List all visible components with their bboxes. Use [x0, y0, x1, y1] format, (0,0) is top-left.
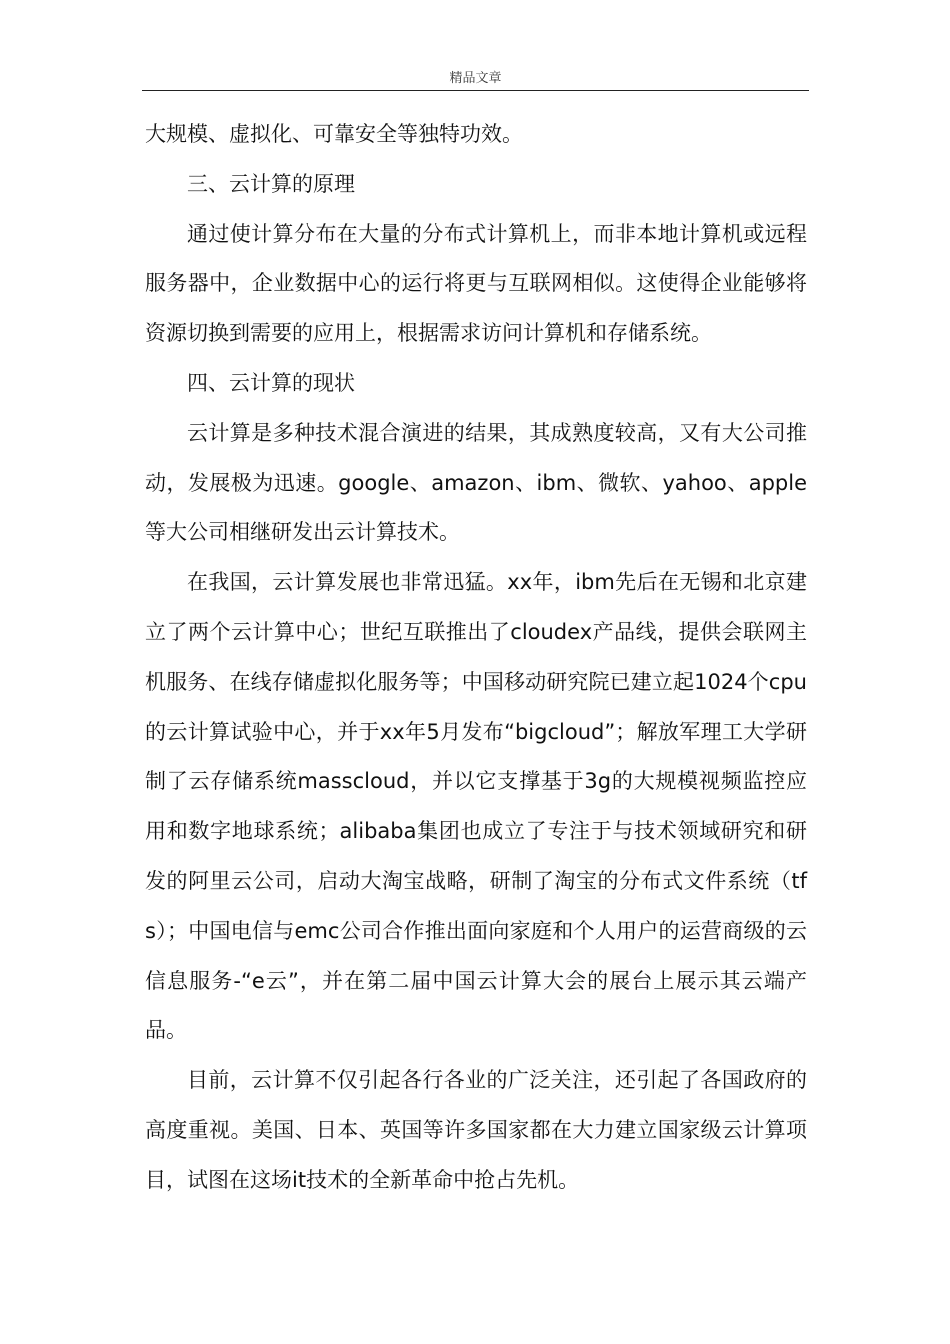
paragraph-status-global: 目前，云计算不仅引起各行各业的广泛关注，还引起了各国政府的高度重视。美国、日本、英国等许多国家都在大力建立国家级云计算项目，试图在这场it技术的全新革命中抢占先机。: [145, 1068, 807, 1192]
paragraph-status-overview: 云计算是多种技术混合演进的结果，其成熟度较高，又有大公司推动，发展极为迅速。google、amazon、ibm、微软、yahoo、apple等大公司相继研发出云计算技术。: [145, 420, 807, 545]
document-body: [145, 110, 807, 1206]
paragraph-intro-continuation: 大规模、虚拟化、可靠安全等独特功效。: [145, 122, 523, 146]
page-header: [142, 72, 809, 91]
paragraph-status-china: 在我国，云计算发展也非常迅猛。xx年，ibm先后在无锡和北京建立了两个云计算中心；世纪互联推出了cloudex产品线，提供会联网主机服务、在线存储虚拟化服务等；中国移动研究院已建立起1024个cpu的云计算试验中心，并于xx年5月发布“bigcloud”；解放军理工大学研制了云存储系统masscloud，并以它支撑基于3g的大规模视频监控应用和数字地球系统；alibaba集团也成立了专注于与技术领域研究和研发的阿里云公司，启动大淘宝战略，研制了淘宝的分布式文件系统（tfs）；中国电信与emc公司合作推出面向家庭和个人用户的运营商级的云信息服务-“e云”，并在第二届中国云计算大会的展台上展示其云端产品。: [145, 570, 807, 1043]
section-heading-principle: 三、云计算的原理: [187, 171, 355, 196]
paragraph-principle: 通过使计算分布在大量的分布式计算机上，而非本地计算机或远程服务器中，企业数据中心的运行将更与互联网相似。这使得企业能够将资源切换到需要的应用上，根据需求访问计算机和存储系统。: [145, 221, 807, 346]
header-title: 精品文章: [449, 71, 502, 86]
section-heading-status: 四、云计算的现状: [187, 370, 355, 395]
